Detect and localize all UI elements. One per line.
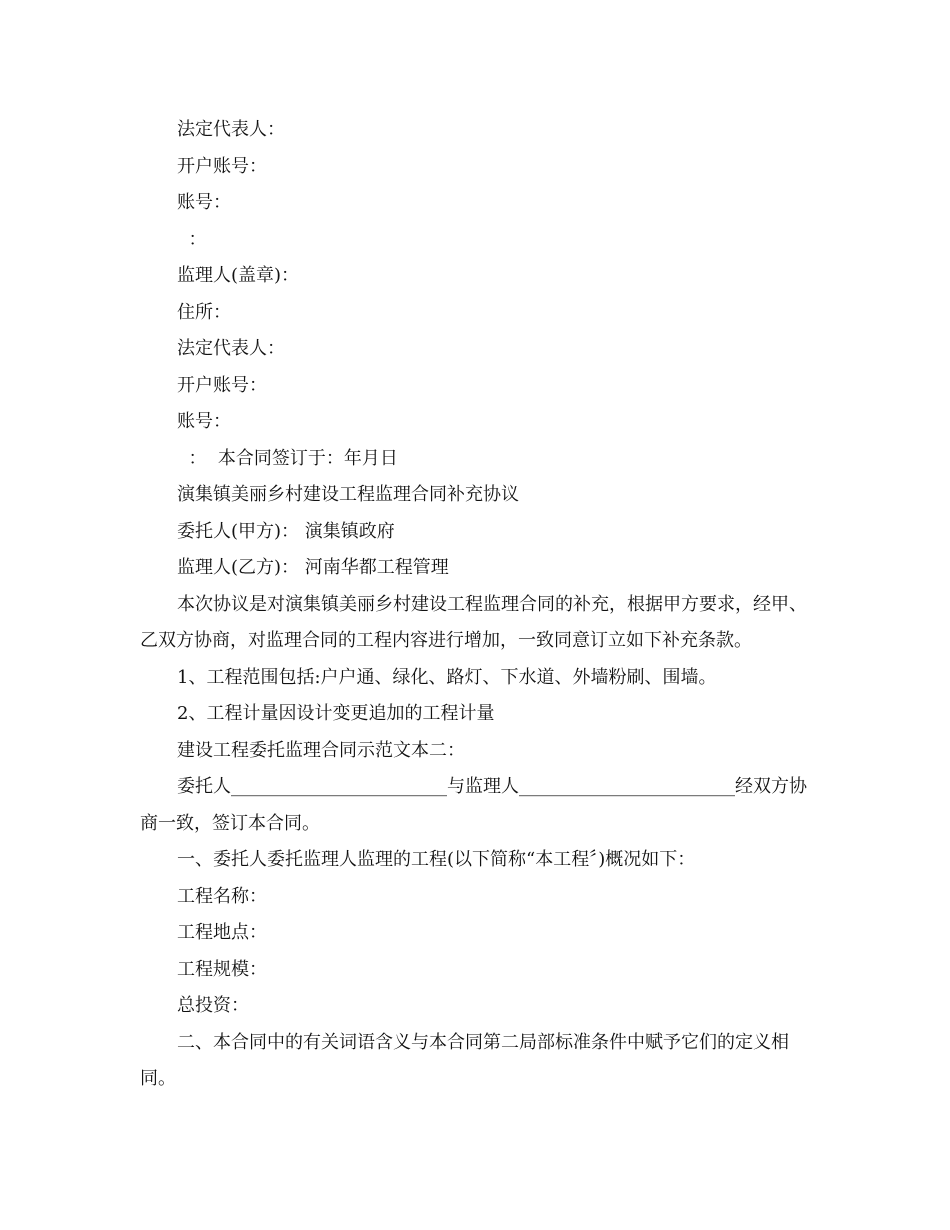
paragraph: ： <box>177 228 207 250</box>
paragraph: 工程规模： <box>177 958 267 980</box>
paragraph: 委托人(甲方)： 演集镇政府 <box>177 520 395 542</box>
paragraph: 演集镇美丽乡村建设工程监理合同补充协议 <box>177 484 519 505</box>
paragraph: ： 本合同签订于：年月日 <box>177 447 398 469</box>
document-body <box>140 112 820 1098</box>
paragraph: 账号： <box>177 192 231 213</box>
paragraph: 2、工程计量因设计变更追加的工程计量 <box>177 703 495 724</box>
paragraph: 法定代表人： <box>177 338 285 359</box>
paragraph: 工程地点： <box>177 922 267 943</box>
paragraph: 本次协议是对演集镇美丽乡村建设工程监理合同的补充，根据甲方要求，经甲、乙双方协商，对监理合同的工程内容进行增加，一致同意订立如下补充条款。 <box>140 593 807 651</box>
paragraph: 二、本合同中的有关词语含义与本合同第二局部标准条件中赋予它们的定义相同。 <box>140 1031 789 1089</box>
paragraph: 开户账号： <box>177 155 267 177</box>
paragraph: 1、工程范围包括:户户通、绿化、路灯、下水道、外墙粉刷、围墙。 <box>177 666 717 688</box>
paragraph: 工程名称： <box>177 885 267 907</box>
paragraph: 委托人________________________与监理人________________________经双方协商一致，签订本合同。 <box>140 776 807 834</box>
paragraph: 总投资： <box>177 995 249 1016</box>
paragraph: 一、委托人委托监理人监理的工程(以下简称“本工程〞)概况如下： <box>177 849 696 870</box>
paragraph: 账号： <box>177 411 231 432</box>
paragraph: 监理人(盖章)： <box>177 265 300 286</box>
paragraph: 法定代表人： <box>177 119 285 140</box>
paragraph: 监理人(乙方)： 河南华都工程管理 <box>177 557 449 578</box>
paragraph: 住所： <box>177 301 231 323</box>
paragraph: 建设工程委托监理合同示范文本二： <box>177 739 465 761</box>
paragraph: 开户账号： <box>177 374 267 396</box>
